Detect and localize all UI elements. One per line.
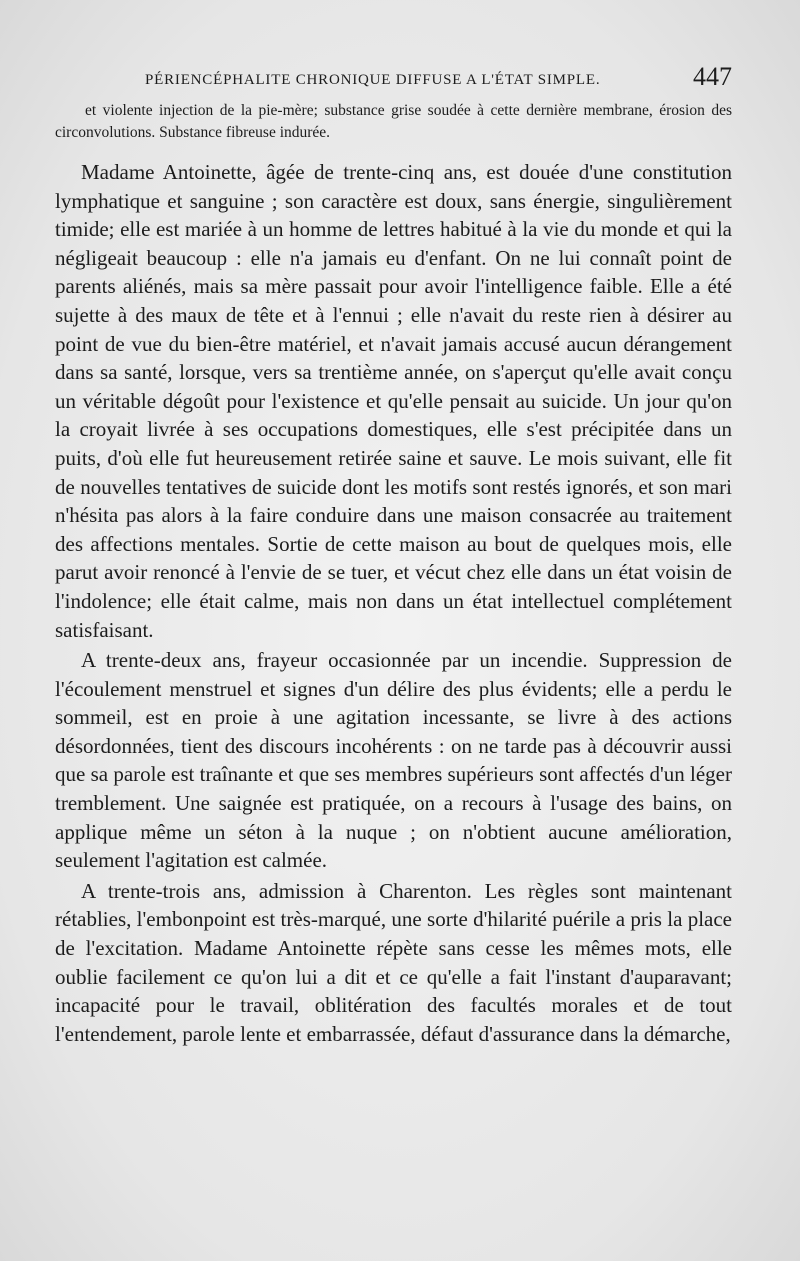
- page-header: [55, 62, 732, 96]
- continued-footnote: et violente injection de la pie-mère; substance grise soudée à cette dernière membrane, érosion des circonvolutions. Substance fibreuse indurée.: [55, 102, 732, 141]
- paragraph: A trente-deux ans, frayeur occasionnée par un incendie. Suppression de l'écoulement menstruel et signes d'un délire des plus évidents; elle a perdu le sommeil, est en proie à une agitation incessante, se livre à des actions désordonnées, tient des discours incohérents : on ne tarde pas à découvrir aussi que sa parole est traînante et que ses membres supérieurs sont affectés d'un léger tremblement. Une saignée est pratiquée, on a recours à l'usage des bains, on applique même un séton à la nuque ; on n'obtient aucune amélioration, seulement l'agitation est calmée.: [55, 648, 732, 873]
- paragraph: Madame Antoinette, âgée de trente-cinq ans, est douée d'une constitution lymphatique et sanguine ; son caractère est doux, sans énergie, singulièrement timide; elle est mariée à un homme de lettres habitué à la vie du monde et qui la négligeait beaucoup : elle n'a jamais eu d'enfant. On ne lui connaît point de parents aliénés, mais sa mère passait pour avoir l'intelligence faible. Elle a été sujette à des maux de tête et à l'ennui ; elle n'avait du reste rien à désirer au point de vue du bien-être matériel, et n'avait jamais accusé aucun dérangement dans sa santé, lorsque, vers sa trentième année, on s'aperçut qu'elle avait conçu un véritable dégoût pour l'existence et qu'elle pensait au suicide. Un jour qu'on la croyait livrée à ses occupations domestiques, elle s'est précipitée dans un puits, d'où elle fut heureusement retirée saine et sauve. Le mois suivant, elle fit de nouvelles tentatives de suicide dont les motifs sont restés ignorés, et son mari n'hésita pas alors à la faire conduire dans une maison consacrée au traitement des affections mentales. Sortie de cette maison au bout de quelques mois, elle parut avoir renoncé à l'envie de se tuer, et vécut chez elle dans un état voisin de l'indolence; elle était calme, mais non dans un état intellectuel complétement satisfaisant.: [55, 160, 732, 642]
- running-title: PÉRIENCÉPHALITE CHRONIQUE DIFFUSE A L'ÉTAT SIMPLE.: [145, 72, 601, 88]
- page-number: 447: [693, 62, 732, 91]
- body-text: [55, 158, 732, 1048]
- paragraph: A trente-trois ans, admission à Charenton. Les règles sont maintenant rétablies, l'embonpoint est très-marqué, une sorte d'hilarité puérile a pris la place de l'excitation. Madame Antoinette répète sans cesse les mêmes mots, elle oublie facilement ce qu'on lui a dit et ce qu'elle a fait l'instant d'auparavant; incapacité pour le travail, oblitération des facultés morales et de tout l'entendement, parole lente et embarrassée, défaut d'assurance dans la démarche,: [55, 878, 732, 1046]
